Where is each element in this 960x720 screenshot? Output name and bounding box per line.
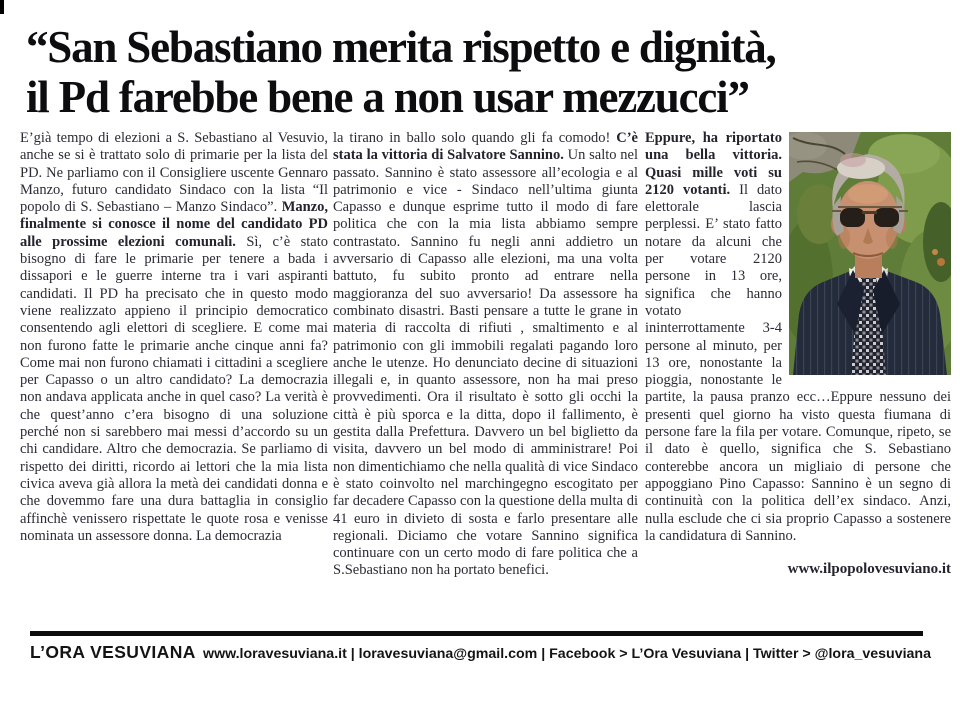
article-column-1: [20, 130, 328, 635]
col3-answer-text: Il dato elettorale lascia perplessi. E’ stato fatto notare da alcuni che per votare 2120 persone in 13 ore, significa che hanno votato ininterrottamente 3-4 persone al minuto, per 13 ore, nonostante la pioggia, nonostante le partite, la pausa pranzo ecc…Eppure nessuno dei presenti quel giorno ha visto questa fiumana di persone fare la fila per votare. Comunque, ripeto, se il dato è quello, significa che S. Sebastiano conterebbe ancora un migliaio di persone che appoggiano Pino Capasso: Sannino è un segno di continuità con la politica dell’ex sindaco. Anzi, nulla esclude che ci sia proprio Capasso a sostenere la candidatura di Sannino.: [645, 181, 951, 544]
col1-intro-text: E’già tempo di elezioni a S. Sebastiano al Vesuvio, anche se si è trattato solo di primarie per la lista del PD. Ne parliamo con il Consigliere uscente Gennaro Manzo, futuro candidato Sindaco con la lista “Il popolo di S. Sebastiano – Manzo Sindaco”.: [20, 130, 328, 216]
article-column-3: [645, 130, 951, 635]
col1-answer-text: Sì, c’è stato bisogno di fare le primarie per tenere a bada i dissapori e le guerre interne tra i vari aspiranti candidati. Il PD ha precisato che in questo modo viene realizzato appieno il principio democratico consentendo agli elettori di scegliere. E come mai non furono fatte le primarie anche cinque anni fa? Come mai non furono chiamati i cittadini a scegliere per Capasso o un altro candidato? La democrazia non andava applicata anche in quel caso? La verità è che quest’anno c’era bisogno di una soluzione perché non si sarebbero mai messi d’accordo su un chi candidare. Altro che democrazia. Se parliamo di rispetto dei diritti, ricordo ai lettori che la mia lista civica aveva già allora la metà dei candidati donna e che dovemmo fare una dura battaglia in consiglio affinchè venissero rispettate le quote rosa e venisse nominata un assessore donna. La democrazia: [20, 233, 328, 544]
masthead: L’ORA VESUVIANA: [30, 642, 196, 662]
article-column-2: [333, 130, 638, 635]
col2-answer-text: Un salto nel passato. Sannino è stato assessore all’ecologia e al patrimonio e vice - Sindaco nell’ultima giunta Capasso e dunque esprime tutto il modo di fare politica che con la mia lista abbiamo sempre contrastato. Sannino fu negli anni addietro un avversario di Capasso alle elezioni, ma una volta battuto, fu subito pronto ad entrare nella maggioranza del suo avversario! Da assessore ha combinato disastri. Basti pensare a tutte le grane in materia di raccolta di rifiuti , smaltimento e al patrimonio con gli immobili regalati pagando loro anche le utenze. Ho denunciato decine di situazioni illegali e, in quanto assessore, non ha mai preso provvedimenti. Ora il risultato è sotto gli occhi la città è più sporca e la ditta, dopo il fallimento, è gestita dalla Prefettura. Davvero un bel biglietto da visita, davvero un bel modo di amministrare! Poi non dimentichiamo che nella qualità di vice Sindaco è stato coinvolto nel marchingegno escogitato per far decadere Capasso con la questione della multa di 41 euro in divieto di sosta e farlo presentare alle regionali. Diciamo che votare Sannino significa continuare con un certo modo di fare politica che a S.Sebastiano non ha portato benefici.: [333, 147, 639, 579]
headline-line2: il Pd farebbe bene a non usar mezzucci”: [26, 72, 749, 123]
col2-lead-text: la tirano in ballo solo quando gli fa comodo!: [333, 130, 611, 146]
col2-interview-question: C’è stata la vittoria di Salvatore Sannino.: [333, 130, 638, 164]
footer-contacts: www.loravesuviana.it | loravesuviana@gmail.com | Facebook > L’Ora Vesuviana | Twitter > @lora_vesuviana: [203, 646, 931, 662]
sunglasses-left-lens: [840, 208, 865, 227]
sunglasses-right-lens: [874, 208, 899, 227]
headline-line1: “San Sebastiano merita rispetto e dignità,: [26, 22, 776, 72]
scan-artifact: [0, 0, 4, 14]
col1-interview-question: Manzo, finalmente si conosce il nome del candidato PD alle prossime elezioni comunali.: [20, 199, 329, 250]
col3-interview-question: Eppure, ha riportato una bella vittoria. Quasi mille voti su 2120 votanti.: [645, 130, 782, 198]
footer: [30, 642, 931, 663]
headline: [26, 22, 942, 123]
footer-rule: [30, 631, 923, 636]
website-link: www.ilpopolovesuviano.it: [787, 561, 951, 578]
portrait-photo: [789, 132, 951, 375]
